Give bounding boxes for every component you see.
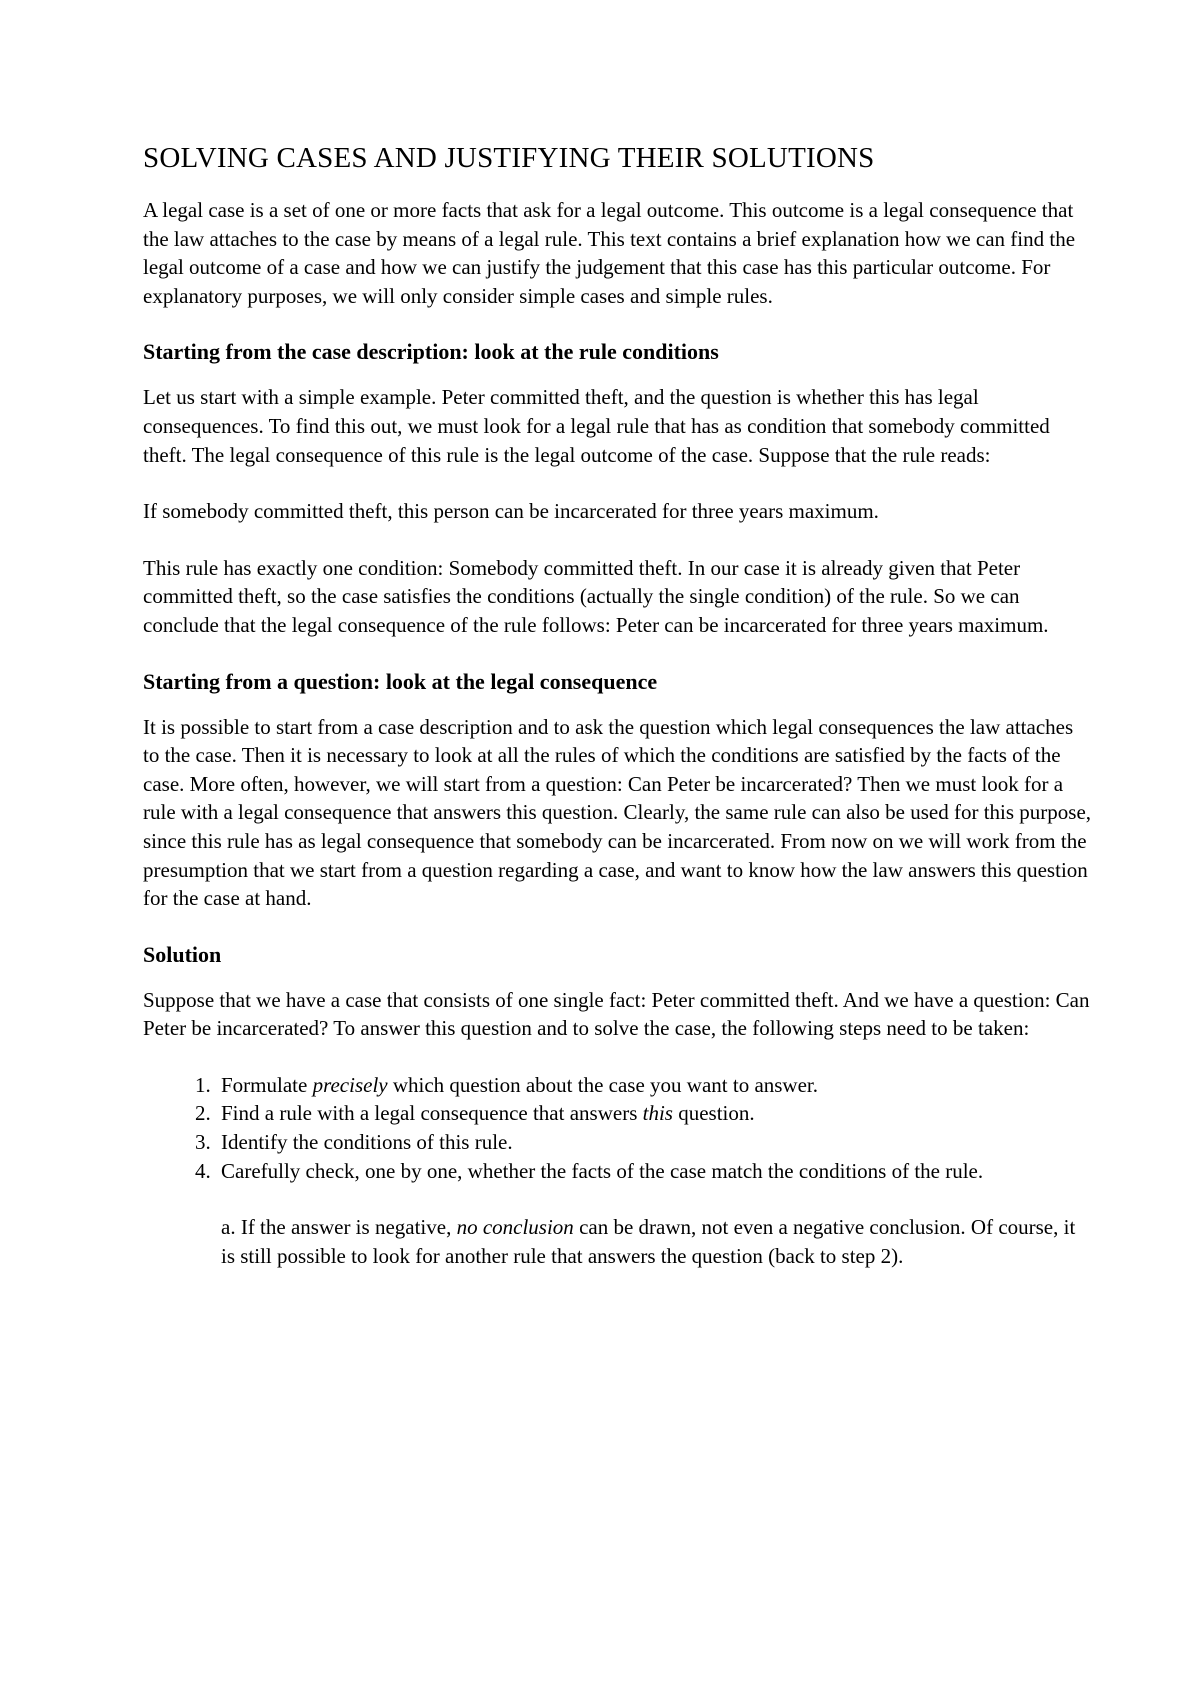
section-heading-case-description: Starting from the case description: look at the rule conditions: [143, 339, 719, 365]
list-item: 1. Formulate precisely which question about the case you want to answer.: [216, 1071, 1093, 1100]
solution-steps-list: [143, 1071, 1093, 1271]
document-title: SOLVING CASES AND JUSTIFYING THEIR SOLUTIONS: [143, 142, 875, 174]
sub-step-a: a. If the answer is negative, no conclusion can be drawn, not even a negative conclusion. Of course, it is still possible to look for another rule that answers the question (back to step 2).: [221, 1215, 1076, 1268]
section1-paragraph-2: This rule has exactly one condition: Somebody committed theft. In our case it is already given that Peter committed theft, so the case satisfies the conditions (actually the single condition) of the rule. So we can conclude that the legal consequence of the rule follows: Peter can be incarcerated for three years maximum.: [143, 555, 1049, 637]
document-page: [143, 140, 1093, 1270]
rule-statement: If somebody committed theft, this person can be incarcerated for three years maximum.: [143, 499, 879, 524]
section1-paragraph-1: Let us start with a simple example. Peter committed theft, and the question is whether this has legal consequences. To find this out, we must look for a legal rule that has as condition that somebody committed theft. The legal consequence of this rule is the legal outcome of the case. Suppose that the rule reads:: [143, 385, 1050, 467]
list-item: 2. Find a rule with a legal consequence that answers this question.: [216, 1099, 1093, 1128]
section3-paragraph-1: Suppose that we have a case that consists of one single fact: Peter committed theft. And we have a question: Can Peter be incarcerated? To answer this question and to solve the case, the following steps need to be taken:: [143, 987, 1090, 1041]
intro-paragraph: A legal case is a set of one or more facts that ask for a legal outcome. This outcome is a legal consequence that the law attaches to the case by means of a legal rule. This text contains a brief explanation how we can find the legal outcome of a case and how we can justify the judgement that this case has this particular outcome. For explanatory purposes, we will only consider simple cases and simple rules.: [143, 198, 1076, 308]
section-heading-question: Starting from a question: look at the legal consequence: [143, 668, 658, 694]
section-heading-solution: Solution: [143, 941, 222, 967]
section2-paragraph-1: It is possible to start from a case description and to ask the question which legal consequences the law attaches to the case. Then it is necessary to look at all the rules of which the conditions are satisfied by the facts of the case. More often, however, we will start from a question: Can Peter be incarcerated? Then we must look for a rule with a legal consequence that answers this question. Clearly, the same rule can also be used for this purpose, since this rule has as legal consequence that somebody can be incarcerated. From now on we will work from the presumption that we start from a question regarding a case, and want to know how the law answers this question for the case at hand.: [143, 714, 1092, 911]
list-item: 3. Identify the conditions of this rule.: [216, 1128, 1093, 1157]
list-item: 4. Carefully check, one by one, whether the facts of the case match the conditions of the rule. a. If the answer is negative, no conclusion can be drawn, not even a negative conclusion. Of course, it is still possible to look for another rule that answers the question (back to step 2).: [216, 1157, 1093, 1271]
